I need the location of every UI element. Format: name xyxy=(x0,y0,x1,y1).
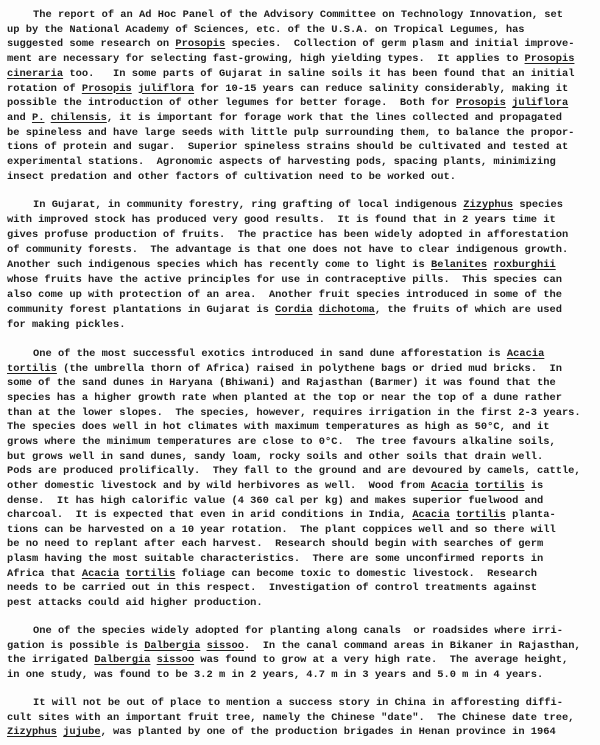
underlined-species-name: Acacia xyxy=(81,567,120,580)
text-segment: ment are necessary for selecting fast-growing, high yielding types. It applies to xyxy=(7,53,525,66)
paragraph-1-line xyxy=(7,141,568,153)
underlined-species-name: Prosopis xyxy=(175,38,226,51)
text-segment: plasm having the most suitable characteristics. There are some unconfirmed reports in xyxy=(7,553,544,566)
paragraph-5-line xyxy=(7,726,556,738)
text-segment: dense. It has high calorific value (4 360 cal per kg) and makes superior fuelwood and xyxy=(7,494,544,507)
text-segment: but grows well in sand dunes, sandy loam, rocky soils and other soils that drain well. xyxy=(7,450,544,463)
paragraph-2-line xyxy=(7,289,562,301)
paragraph-3-line xyxy=(7,553,543,565)
paragraph-2-line xyxy=(7,304,562,316)
text-segment: needs to be carried out in this respect. Investigation of control treatments against xyxy=(7,582,538,595)
underlined-species-name: Acacia xyxy=(506,348,545,360)
paragraph-2-line xyxy=(7,259,556,271)
text-segment: the irrigated xyxy=(7,654,95,666)
text-segment: , it is important for forage work that the lines collected and propagated xyxy=(106,111,562,124)
underlined-species-name: Prosopis xyxy=(455,97,506,110)
text-segment: other domestic livestock and by wild herbivores as well. Wood from xyxy=(7,479,432,492)
paragraph-3-line xyxy=(7,538,543,550)
paragraph-5-line xyxy=(7,712,574,724)
text-segment: rotation of xyxy=(7,82,82,95)
text-segment: gives profuse production of fruits. The practice has been widely adopted in afforestation xyxy=(7,229,569,241)
text-segment: suggested some research on xyxy=(7,38,176,51)
text-segment: The report of an Ad Hoc Panel of the Advisory Committee on Technology Innovation, set xyxy=(33,9,564,21)
text-segment: in one study, was found to be 3.2 m in 2 years, 4.7 m in 3 years and 5.0 m in 4 years. xyxy=(7,668,544,681)
text-segment: species xyxy=(513,199,564,211)
underlined-species-name: tortilis xyxy=(474,479,525,492)
paragraph-5-line xyxy=(33,697,563,709)
paragraph-3-line xyxy=(7,436,556,448)
paragraph-1-line xyxy=(7,68,574,80)
underlined-species-name: P. xyxy=(31,111,45,124)
underlined-species-name: Acacia xyxy=(431,479,469,492)
text-segment: species has a higher growth rate when planted at the top or near the top of a dune rather xyxy=(7,391,562,404)
paragraph-3-line xyxy=(7,392,562,404)
underlined-species-name: Zizyphus xyxy=(7,726,57,738)
paragraph-1-line xyxy=(7,38,574,50)
text-segment: foliage can become toxic to domestic livestock. Research xyxy=(175,567,538,580)
paragraph-3-line xyxy=(7,480,543,492)
paragraph-2-line xyxy=(33,199,563,211)
text-segment: some of the sand dunes in Haryana (Bhiwani) and Rajasthan (Barmer) it was found that the xyxy=(7,377,556,390)
paragraph-2-line xyxy=(7,319,125,331)
underlined-species-name: jujube xyxy=(63,726,101,738)
paragraph-4-line xyxy=(33,625,563,637)
paragraph-4-line xyxy=(7,654,568,666)
paragraph-2-line xyxy=(7,274,562,286)
text-segment: of community forests. The advantage is that one does not have to clear indigenous growth. xyxy=(7,244,569,256)
text-segment: tions can be harvested on a 10 year rotation. The plant coppices well and so there will xyxy=(7,523,556,536)
paragraph-3-line xyxy=(7,568,537,580)
text-segment: Pods are produced prolifically. They fall to the ground and are devoured by camels, cattle, xyxy=(7,465,581,478)
text-segment: , the fruits of which are used xyxy=(374,304,562,316)
text-segment: charcoal. It is expected that even in arid conditions in India, xyxy=(7,509,413,522)
paragraph-1-line xyxy=(7,112,562,124)
paragraph-1-line xyxy=(7,24,525,36)
text-segment: up by the National Academy of Sciences, etc. of the U.S.A. on Tropical Legumes, has xyxy=(7,23,525,36)
paragraph-2-line xyxy=(7,229,568,241)
text-segment: than at the lower slopes. The species, however, requires irrigation in the first 2-3 years. xyxy=(7,406,581,419)
underlined-species-name: cineraria xyxy=(7,67,64,80)
paragraph-3-line xyxy=(7,407,581,419)
text-segment: gation is possible is xyxy=(7,639,145,652)
paragraph-3-line xyxy=(7,582,537,594)
text-segment: cult sites with an important fruit tree, namely the Chinese "date". The Chinese date tree, xyxy=(7,711,575,724)
text-segment: community forest plantations in Gujarat is xyxy=(7,304,276,316)
text-segment: (the umbrella thorn of Africa) raised in polythene bags or dried mud bricks. In xyxy=(56,362,562,375)
underlined-species-name: sissoo xyxy=(156,654,195,666)
text-segment: possible the introduction of other legumes for better forage. Both for xyxy=(7,97,456,110)
text-segment: tions of protein and sugar. Superior spineless strains should be cultivated and tested at xyxy=(7,141,569,154)
underlined-species-name: Dalbergia xyxy=(94,654,151,666)
text-segment: experimental stations. Agronomic aspects of harvesting pods, spacing plants, minimizing xyxy=(7,156,556,168)
paragraph-2-line xyxy=(7,244,568,256)
paragraph-3-line xyxy=(7,451,543,463)
paragraph-1-line xyxy=(7,53,574,65)
paragraph-3-line xyxy=(7,363,562,375)
text-segment: , was planted by one of the production brigades in Henan province in 1964 xyxy=(100,726,556,738)
text-segment: be no need to replant after each harvest. Research should begin with searches of germ xyxy=(7,538,544,551)
paragraph-1-line xyxy=(33,9,563,21)
text-segment: planta- xyxy=(505,509,556,522)
text-segment: with improved stock has produced very good results. It is found that in 2 years time it xyxy=(7,214,556,226)
text-segment: for making pickles. xyxy=(7,319,126,331)
paragraph-3-line xyxy=(7,421,549,433)
text-segment: species. Collection of germ plasm and initial improve- xyxy=(225,38,575,51)
text-segment: and xyxy=(7,111,32,124)
underlined-species-name: Acacia xyxy=(412,509,450,522)
text-segment: be spineless and have large seeds with little pulp surrounding them, to balance the propor- xyxy=(7,126,575,139)
text-segment: also come up with protection of an area. Another fruit species introduced in some of the xyxy=(7,289,562,301)
paragraph-1-line xyxy=(7,127,574,139)
text-segment: It will not be out of place to mention a success story in China in afforesting diffi- xyxy=(33,697,564,709)
paragraph-3-line xyxy=(33,348,544,360)
underlined-species-name: Cordia xyxy=(275,304,313,316)
paragraph-4-line xyxy=(7,669,543,681)
text-segment: . In the canal command areas in Bikaner in Rajasthan, xyxy=(243,639,581,652)
paragraph-3-line xyxy=(7,509,556,521)
text-segment: One of the most successful exotics introduced in sand dune afforestation is xyxy=(33,348,507,360)
paragraph-3-line xyxy=(7,495,543,507)
underlined-species-name: tortilis xyxy=(455,509,506,522)
paragraph-3-line xyxy=(7,597,263,609)
paragraph-1-line xyxy=(7,97,568,109)
underlined-species-name: Belanites xyxy=(431,259,488,271)
paragraph-4-line xyxy=(7,640,581,652)
paragraph-2-line xyxy=(7,214,556,226)
text-segment: is xyxy=(524,479,544,492)
paragraph-3-line xyxy=(7,377,556,389)
paragraph-1-line xyxy=(7,156,556,168)
underlined-species-name: chilensis xyxy=(50,111,107,124)
paragraph-3-line xyxy=(7,465,581,477)
underlined-species-name: tortilis xyxy=(125,567,176,580)
underlined-species-name: sissoo xyxy=(206,639,244,652)
underlined-species-name: juliflora xyxy=(512,97,569,110)
paragraph-3-line xyxy=(7,524,556,536)
paragraph-1-line xyxy=(7,171,456,183)
underlined-species-name: Prosopis xyxy=(524,53,575,66)
underlined-species-name: Prosopis xyxy=(81,82,132,95)
text-segment: for 10-15 years can reduce salinity considerably, making it xyxy=(194,82,569,95)
paragraph-1-line xyxy=(7,83,568,95)
underlined-species-name: dichotoma xyxy=(318,304,375,316)
text-segment: too. In some parts of Gujarat in saline soils it has been found that an initial xyxy=(63,67,575,80)
text-segment: insect predation and other factors of cultivation need to be worked out. xyxy=(7,170,456,183)
text-segment: was found to grow at a very high rate. The average height, xyxy=(194,654,569,666)
underlined-species-name: roxburghii xyxy=(493,259,556,271)
text-segment: Africa that xyxy=(7,567,82,580)
text-segment: The species does well in hot climates with maximum temperatures as high as 50°C, and it xyxy=(7,421,550,434)
text-segment: In Gujarat, in community forestry, ring grafting of local indigenous xyxy=(33,199,464,211)
text-segment: Another such indigenous species which has recently come to light is xyxy=(7,259,432,271)
underlined-species-name: tortilis xyxy=(7,362,57,375)
text-segment: grows where the minimum temperatures are close to 0°C. The tree favours alkaline soils, xyxy=(7,435,556,448)
text-segment: pest attacks could aid higher production. xyxy=(7,597,263,610)
underlined-species-name: Zizyphus xyxy=(463,199,514,211)
text-segment: whose fruits have the active principles for use in contraceptive pills. This species can xyxy=(7,274,562,286)
text-segment: One of the species widely adopted for planting along canals or roadsides where irri- xyxy=(33,625,564,637)
underlined-species-name: juliflora xyxy=(137,82,195,95)
underlined-species-name: Dalbergia xyxy=(144,639,201,652)
